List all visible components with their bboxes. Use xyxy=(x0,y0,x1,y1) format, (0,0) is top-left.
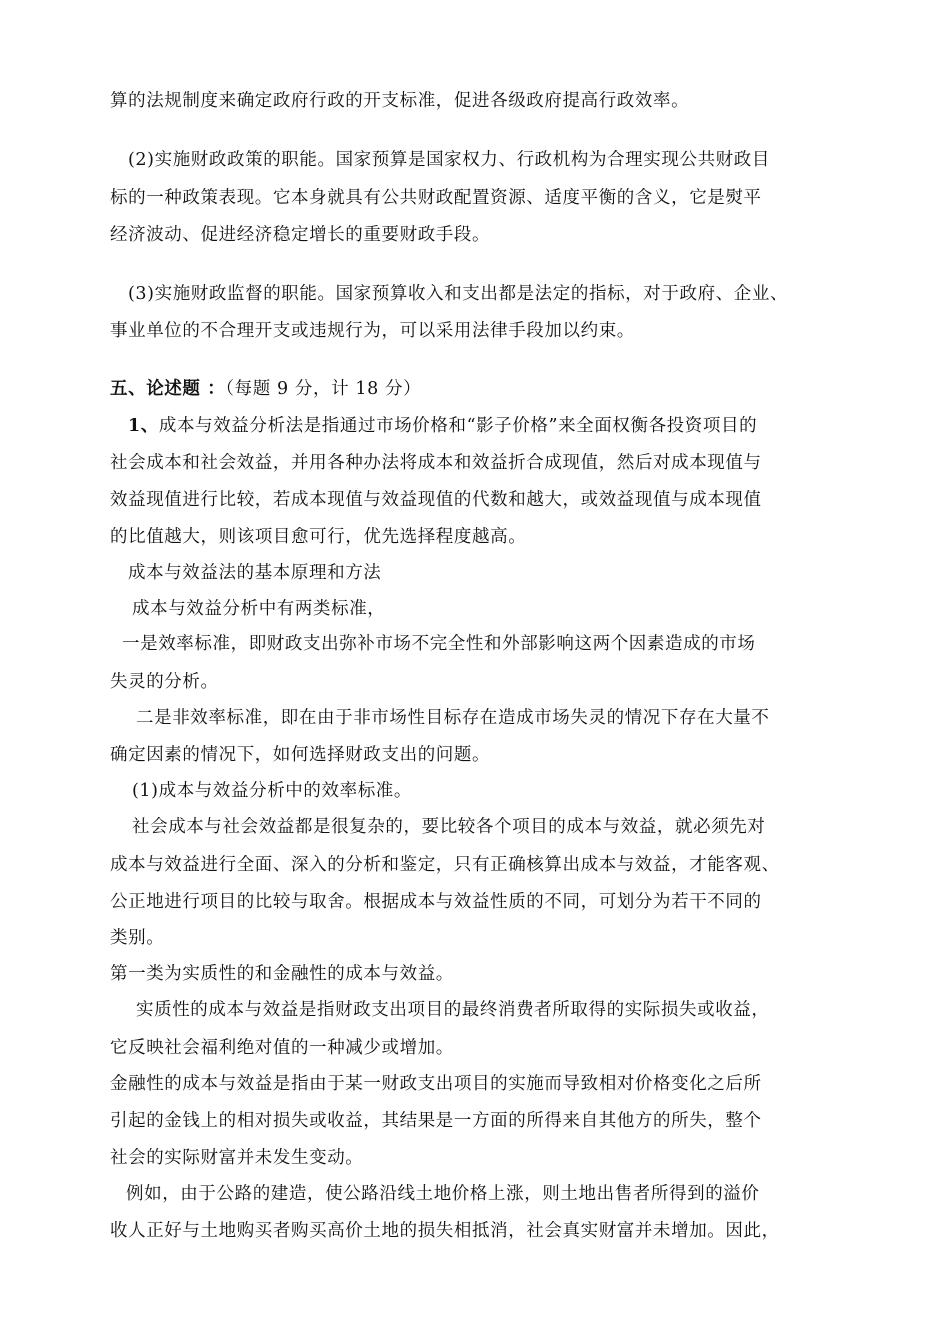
paragraph-line: 实质性的成本与效益是指财政支出项目的最终消费者所取得的实际损失或收益， xyxy=(136,1000,770,1020)
paragraph-line: 第一类为实质性的和金融性的成本与效益。 xyxy=(110,964,454,984)
paragraph-line: 引起的金钱上的相对损失或收益，其结果是一方面的所得来自其他方的所失，整个 xyxy=(110,1111,762,1131)
question-text: 成本与效益分析法是指通过市场价格和“影子价格”来全面权衡各投资项目的 xyxy=(158,416,758,436)
paragraph-line: 确定因素的情况下，如何选择财政支出的问题。 xyxy=(110,745,491,765)
paragraph-line: 金融性的成本与效益是指由于某一财政支出项目的实施而导致相对价格变化之后所 xyxy=(110,1074,762,1094)
paragraph-line: 公正地进行项目的比较与取舍。根据成本与效益性质的不同，可划分为若干不同的 xyxy=(110,892,762,912)
paragraph-line: 成本与效益法的基本原理和方法 xyxy=(128,563,382,583)
paragraph-line: (1)成本与效益分析中的效率标准。 xyxy=(132,781,412,801)
paragraph-line: 类别。 xyxy=(110,928,165,948)
section-heading xyxy=(110,377,421,401)
paragraph-line: 收人正好与土地购买者购买高价土地的损失相抵消，社会真实财富并未增加。因此， xyxy=(110,1221,780,1241)
section-heading-title: 五、论述题 ： xyxy=(110,379,226,399)
paragraph-line: 效益现值进行比较，若成本现值与效益现值的代数和越大，或效益现值与成本现值 xyxy=(110,490,762,510)
paragraph-line: 二是非效率标准，即在由于非市场性目标存在造成市场失灵的情况下存在大量不 xyxy=(136,708,770,728)
paragraph-line: 经济波动、促进经济稳定增长的重要财政手段。 xyxy=(110,225,491,245)
paragraph-line: 社会的实际财富并未发生变动。 xyxy=(110,1148,364,1168)
paragraph-line: 成本与效益进行全面、深入的分析和鉴定，只有正确核算出成本与效益，才能客观、 xyxy=(110,855,780,875)
paragraph-line: 一是效率标准，即财政支出弥补市场不完全性和外部影响这两个因素造成的市场 xyxy=(122,634,756,654)
paragraph-line: 它反映社会福利绝对值的一种减少或增加。 xyxy=(110,1038,454,1058)
paragraph-line: 社会成本与社会效益都是很复杂的，要比较各个项目的成本与效益，就必须先对 xyxy=(132,817,766,837)
paragraph-line: 标的一种政策表现。它本身就具有公共财政配置资源、适度平衡的含义，它是熨平 xyxy=(110,188,762,208)
paragraph-line: 算的法规制度来确定政府行政的开支标准，促进各级政府提高行政效率。 xyxy=(110,91,690,111)
paragraph-line: 的比值越大，则该项目愈可行，优先选择程度越高。 xyxy=(110,527,527,547)
paragraph-line: 失灵的分析。 xyxy=(110,672,219,692)
paragraph-line: (3)实施财政监督的职能。国家预算收入和支出都是法定的指标，对于政府、企业、 xyxy=(128,284,789,304)
section-heading-score: （每题 9 分，计 18 分） xyxy=(225,379,422,399)
question-number: 1、 xyxy=(128,416,159,436)
paragraph-line: 成本与效益分析中有两类标准， xyxy=(132,599,386,619)
paragraph-line: (2)实施财政政策的职能。国家预算是国家权力、行政机构为合理实现公共财政目 xyxy=(128,150,770,170)
paragraph-line: 事业单位的不合理开支或违规行为，可以采用法律手段加以约束。 xyxy=(110,321,635,341)
paragraph-line: 社会成本和社会效益，并用各种办法将成本和效益折合成现值，然后对成本现值与 xyxy=(110,453,762,473)
paragraph-line: 例如，由于公路的建造，使公路沿线土地价格上涨，则土地出售者所得到的溢价 xyxy=(126,1184,760,1204)
paragraph-line xyxy=(128,414,757,438)
